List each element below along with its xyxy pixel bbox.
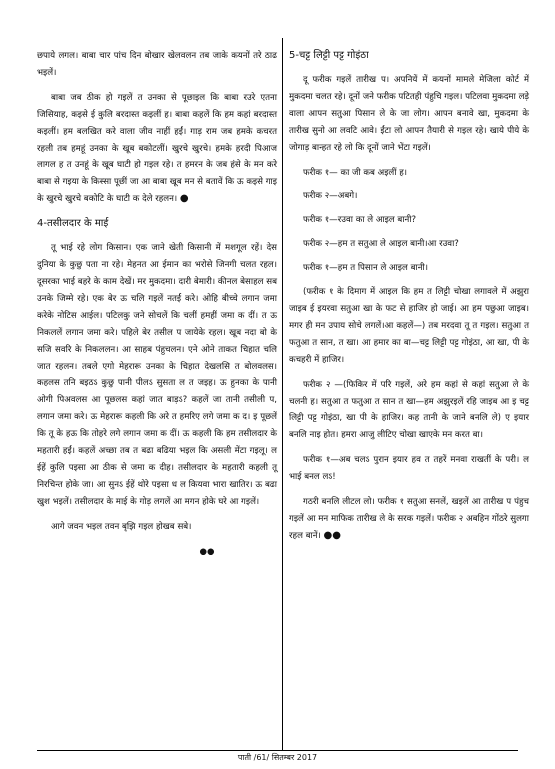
end-mark: ●	[179, 193, 189, 205]
dialog-line-3: फरीक १—रउवा का ले आइल बानी?	[303, 215, 417, 226]
left-paragraph-3: तू भाई रहे लोग किसान। एक जाने खेती किसानी में मशगूल रहें। देस दुनिया के कुछु पता ना रहे। मेहनत आ ईमान का भरोसे जिनगी चलत रहल। दूसरका भाई बहरे के काम देखें। मर मुकदमा। दारी बेमारी। कीनल बेसाहल सब उनके जिम्मे रहे। एक बेर ऊ चलि गइलें नतर्ई करे। ओहि बीच्चे लगान जमा करेके नोटिस आईल। पटिलकु जने सोचलें कि चलीं हमहीं जमा क दीं। त ऊ निकललें लगान जमा करे। पहिले बेर तसील प जायेके रहल। खूब नदा बो के सजि सवरि के निकललन। आ साहब पंहुचलन। एने ओने ताकत चिहात चलि जात रहलन। तबले एगो मेहरारू उनका के चिहात देखलसि त बोलवलस। कहलस तनि बइठऽ कुछु पानी पीलऽ सुसता ल त जइह। ऊ हुनका के पानी ओगी पिअवलस आ पूछलस कहां जात बाड़ऽ? कहलें जा तानी तसीली प, लगान जमा करे। ऊ मेहरारू कहली कि अरे त हमरिए लगे जमा क द। इ पूछलें कि तू के हऊ कि तोहरे लगे लगान जमा क दीं। ऊ कहली कि हम तसीलदार के महतारी हईं। कहलें अच्छा तब त बढा बढिया भइल कि असली मेंटा गइलू। ल ईहें कुलि पइसा आ ठीक से जमा क दीह। तसीलदार के महतारी कहली तू निरचिन्त होके जा। आ सुनऽ ईहें थोरे पइसा ध ल कियवा भारा खातिर। ऊ बढा खुश भइलें। तसीलदार के माई के गोड़ लगलें आ मगन होके घरे आ गइलें।	[37, 243, 277, 507]
end-mark-3: ●●	[323, 529, 341, 541]
left-paragraph-2	[37, 90, 277, 208]
section-heading-5: 5-चट्ट लिट्टी पट्ट गोइंठा	[289, 50, 369, 61]
dialog-line-2: फरीक २—अबगे।	[303, 191, 358, 202]
right-paragraph-4: फरीक १—अब चलऽ पुरान इयार हव त तहरें मनवा राखतीं के परी। ल भाई बनल लऽ!	[289, 455, 529, 483]
right-paragraph-5	[289, 494, 529, 545]
dialog-line-1: फरीक १— का जी कब अइलीं ह।	[303, 167, 408, 178]
right-paragraph-2: (फरीक १ के दिमाग में आइल कि हम त लिट्टी चोखा लगावले में अझुरा जाइब ई इयरवा सतुआ खा के फट से हाजिर हो जाई। आ हम पछुआ जाइब। मगर ही मन उपाय सोचे लगलें।आ कहलें—) तब मरदवा तू त गइल। सतुआ त फतुआ त सान, त खा। आ हमार का बा—चट्ट लिट्टी पट्ट गोइंठा, आ खा, पी के कचहरी में हाजिर।	[289, 287, 529, 365]
page-footer: पाती /61/ सितम्बर 2017	[237, 753, 318, 762]
left-paragraph-4: आगे जवन भइल तवन बृझि गइल होखब सबे।	[51, 521, 192, 532]
end-mark-2: ●●	[199, 546, 215, 557]
left-column	[37, 48, 277, 568]
dialog-line-4: फरीक २—हम त सतुआ ले आइल बानी।आ रउवा?	[303, 239, 459, 250]
section-heading-4: 4-तसीलदार के माई	[37, 218, 109, 230]
right-paragraph-1: दू फरीक गइलें तारीख प। अपनियें में कयनों मामले मेजिला कोर्ट में मुकदमा चलत रहे। दूनों जने फरीक पटितही पंहुचि गइल। पटिलवा मुकदमा लड़े वाला आपन सतुआ पिसान ले के जा लोग। आपन बनावे खा, मुकदमा के तारीख सुनो आ लवटि आवे। ईंटा लो आपन तैयारी से गइल रहे। खाये पीये के जोगाड़ बान्हत रहे लो कि दूनों जाने भेंटा गइलें।	[289, 75, 529, 153]
column-divider	[282, 38, 283, 750]
footer-rule	[37, 750, 518, 751]
right-column	[289, 48, 529, 553]
right-paragraph-5-text: गठरी बनलि लीटल लो। फरीक १ सतुआ सनलें, खइलें आ तारीख प पंहुच गइलें आ मन माफिक तारीख ले के सरक गइलें। फरीक २ अबहिन गोंठरे सुलगा रहल बानें।	[289, 497, 529, 541]
left-paragraph-2-text: बाबा जब ठीक हो गइलें त उनका से पूछाइल कि बाबा रउरे एतना जिसियाह, कइसे ई कुलि बरदास्त कइलीं ह। बाबा कहलें कि हम कहां बरदास्त कइलीं। हम बलखित करे वाला जीव नाहीं हईं। गाड़ राम जब हमके कचरत रहली तब हमहूं उनका के खूब बकोटलीं। खुरचे खुरचे। हमके हरदी पिआज लागल ह त उनहूं के खूब घाटी हो गइल रहे। त हमरन के जब हंसे के मन करे बाबा से गइया के किस्सा पूछीं जा आ बाबा खूब मन से बतावें कि ऊ कइसे गाइ के खुरचे खुरचे बकोटि के घाटी क देले रहलन।	[37, 92, 277, 205]
right-paragraph-3: फरीक २ —(फिकिर में परि गइलें, अरे हम कहां से कहां सतुआ ले के चलनी ह। सतुआ त फतुआ त सान त खा—हम अझुरइलें रहि जाइब आ इ चट्ट लिट्टी पट्ट गोइंठा, खा पी के हाजिर। कह तानी के जाने बनलि ले) ए इयार बनलि नाइ होत। हमरा आजु लीटिए चोखा खाएके मन करत बा।	[289, 379, 529, 441]
left-paragraph-1: छपाये लगल। बाबा चार पांच दिन बोखार खेलवलन तब जाके कयनों तरे ठाढ भइलें।	[37, 51, 277, 78]
dialog-line-5: फरीक १—हम त पिसान ले आइल बानी।	[303, 263, 428, 274]
